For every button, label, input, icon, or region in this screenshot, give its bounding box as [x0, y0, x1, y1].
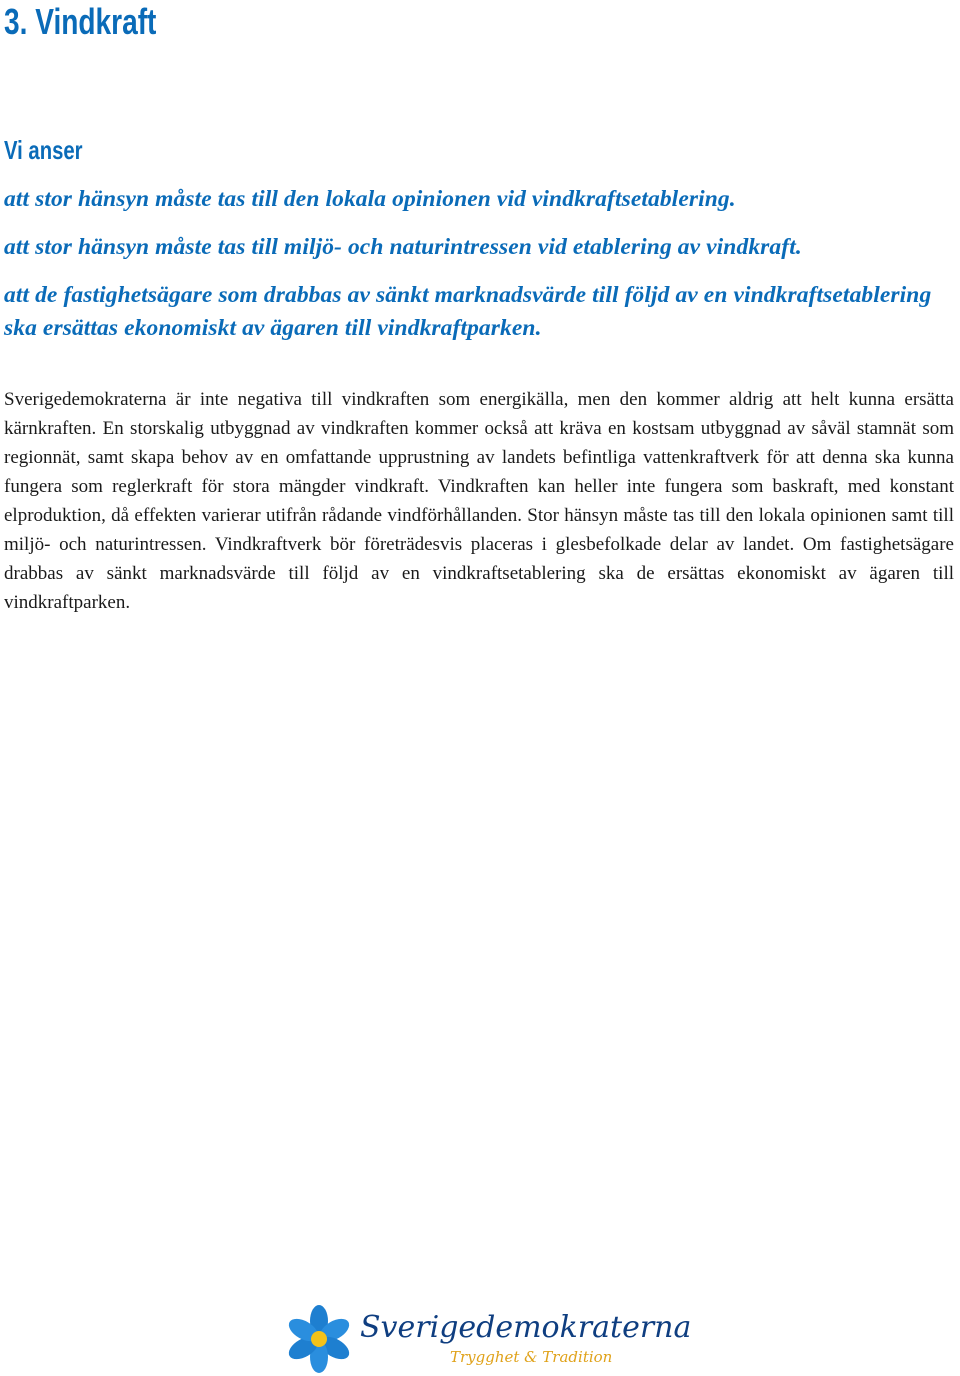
position-item: att de fastighetsägare som drabbas av sänkt marknadsvärde till följd av en vindkraftsetablering ska ersättas ekonomiskt av ägaren till vindkraftparken.: [4, 282, 932, 341]
blue-flower-icon: [284, 1303, 354, 1373]
party-logo: [284, 1303, 692, 1373]
body-paragraph: Sverigedemokraterna är inte negativa till vindkraften som energikälla, men den kommer aldrig att helt kunna ersätta kärnkraften. En storskalig utbyggnad av vindkraften kommer också att kräva en kostsam utbyggnad av såväl stamnät som regionnät, samt skapa behov av en omfattande upprustning av landets befintliga vattenkraftverk för att denna ska kunna fungera som reglerkraft för stora mängder vindkraft. Vindkraften kan heller inte fungera som baskraft, med konstant elproduktion, då effekten varierar utifrån rådande vindförhållanden. Stor hänsyn måste tas till den lokala opinionen samt till miljö- och naturintressen. Vindkraftverk bör företrädesvis placeras i glesbefolkade delar av landet. Om fastighetsägare drabbas av sänkt marknadsvärde till följd av en vindkraftsetablering ska de ersättas ekonomiskt av ägaren till vindkraftparken.: [4, 389, 954, 613]
positions-list: [4, 183, 954, 360]
logo-wordmark: Sverigedemokraterna: [360, 1310, 692, 1345]
position-item: att stor hänsyn måste tas till den lokala opinionen vid vindkraftsetablering.: [4, 186, 736, 212]
logo-tagline: Trygghet & Tradition: [450, 1348, 613, 1366]
position-item: att stor hänsyn måste tas till miljö- och naturintressen vid etablering av vindkraft.: [4, 234, 802, 260]
section-title: 3. Vindkraft: [4, 1, 157, 42]
positions-heading: Vi anser: [4, 135, 83, 165]
